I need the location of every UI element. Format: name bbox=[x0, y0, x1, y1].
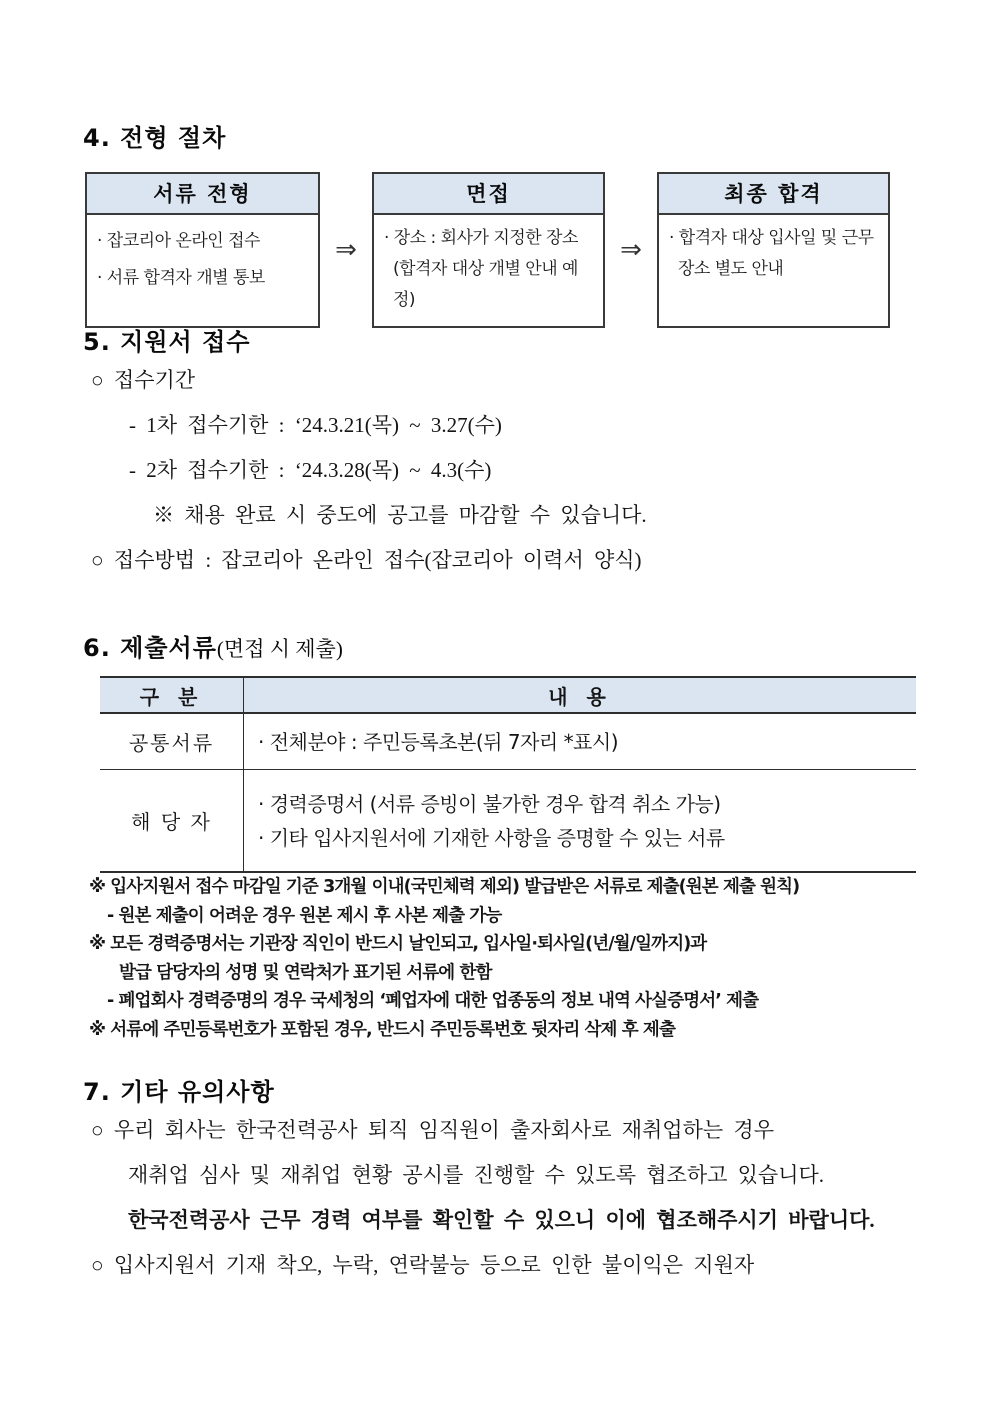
table-cell-line: · 전체분야 : 주민등록초본(뒤 7자리 *표시) bbox=[258, 729, 619, 754]
documents-table bbox=[100, 676, 916, 873]
list-item-emphasized: 한국전력공사 근무 경력 여부를 확인할 수 있으니 이에 협조해주시기 바랍니다. bbox=[128, 1208, 875, 1232]
flow-box-interview-body bbox=[374, 215, 603, 326]
flow-box-interview-header: 면접 bbox=[374, 174, 603, 215]
footnote: ※ 모든 경력증명서는 기관장 직인이 반드시 날인되고, 입사일·퇴사일(년/월/일까지)과 bbox=[89, 934, 707, 954]
section6-title-note: (면접 시 제출) bbox=[216, 637, 343, 661]
list-item: ○ 접수방법 : 잡코리아 온라인 접수(잡코리아 이력서 양식) bbox=[91, 548, 642, 572]
table-header-row bbox=[100, 678, 916, 714]
flow-item: (합격자 대상 개별 안내 예정) bbox=[393, 259, 578, 310]
table-row bbox=[100, 714, 916, 770]
table-cell-line: · 경력증명서 (서류 증빙이 불가한 경우 합격 취소 가능) bbox=[258, 791, 721, 816]
footnote: - 폐업회사 경력증명의 경우 국세청의 ‘폐업자에 대한 업종동의 정보 내역 사실증명서’ 제출 bbox=[107, 991, 759, 1011]
table-footnotes bbox=[83, 873, 988, 1044]
section5-body bbox=[83, 358, 963, 583]
section4-title: 4. 전형 절차 bbox=[83, 124, 227, 152]
arrow-right-icon: ⇒ bbox=[335, 235, 357, 265]
table-header-content: 내 용 bbox=[548, 684, 612, 709]
section7-title: 7. 기타 유의사항 bbox=[83, 1078, 275, 1106]
table-cell-content bbox=[244, 770, 916, 871]
flow-box-final-pass bbox=[657, 172, 890, 328]
list-item: ※ 채용 완료 시 중도에 공고를 마감할 수 있습니다. bbox=[153, 503, 647, 527]
flow-item: · 장소 : 회사가 지정한 장소 bbox=[384, 228, 578, 248]
list-item: ○ 접수기간 bbox=[91, 368, 196, 392]
flow-box-interview bbox=[372, 172, 605, 328]
list-item: ○ 입사지원서 기재 착오, 누락, 연락불능 등으로 인한 불이익은 지원자 bbox=[91, 1253, 755, 1277]
table-cell-category: 해 당 자 bbox=[100, 770, 244, 871]
table-cell-content bbox=[244, 714, 916, 769]
flow-item: · 서류 합격자 개별 통보 bbox=[97, 268, 265, 288]
arrow-right-icon: ⇒ bbox=[620, 235, 642, 265]
flow-box-document-screening-header: 서류 전형 bbox=[87, 174, 318, 215]
table-cell-line: · 기타 입사지원서에 기재한 사항을 증명할 수 있는 서류 bbox=[258, 825, 725, 850]
list-item: - 1차 접수기한 : ‘24.3.21(목) ~ 3.27(수) bbox=[129, 413, 502, 437]
table-header-category: 구 분 bbox=[100, 678, 244, 712]
flow-box-document-screening-body bbox=[87, 215, 318, 307]
section5-title: 5. 지원서 접수 bbox=[83, 328, 251, 356]
list-item: ○ 우리 회사는 한국전력공사 퇴직 임직원이 출자회사로 재취업하는 경우 bbox=[91, 1118, 774, 1142]
footnote: ※ 서류에 주민등록번호가 포함된 경우, 반드시 주민등록번호 뒷자리 삭제 후 제출 bbox=[89, 1019, 675, 1040]
selection-process-flow bbox=[85, 172, 890, 328]
table-row bbox=[100, 770, 916, 873]
section6-title bbox=[83, 628, 343, 663]
flow-box-final-pass-body bbox=[659, 215, 888, 295]
flow-item: · 잡코리아 온라인 접수 bbox=[97, 231, 260, 251]
footnote: - 원본 제출이 어려운 경우 원본 제시 후 사본 제출 가능 bbox=[107, 905, 502, 926]
table-cell-category: 공통서류 bbox=[100, 714, 244, 769]
section6-title-main: 6. 제출서류 bbox=[83, 634, 217, 662]
list-item: 재취업 심사 및 재취업 현황 공시를 진행할 수 있도록 협조하고 있습니다. bbox=[128, 1163, 825, 1187]
footnote: ※ 입사지원서 접수 마감일 기준 3개월 이내(국민체력 제외) 발급받은 서류로 제출(원본 제출 원칙) bbox=[89, 877, 800, 897]
list-item: - 2차 접수기한 : ‘24.3.28(목) ~ 4.3(수) bbox=[129, 458, 492, 482]
flow-box-final-pass-header: 최종 합격 bbox=[659, 174, 888, 215]
flow-item: · 합격자 대상 입사일 및 근무 bbox=[669, 228, 874, 248]
footnote: 발급 담당자의 성명 및 연락처가 표기된 서류에 한함 bbox=[119, 962, 492, 983]
section7-body bbox=[83, 1108, 988, 1288]
flow-box-document-screening bbox=[85, 172, 320, 328]
flow-item: 장소 별도 안내 bbox=[678, 259, 784, 279]
